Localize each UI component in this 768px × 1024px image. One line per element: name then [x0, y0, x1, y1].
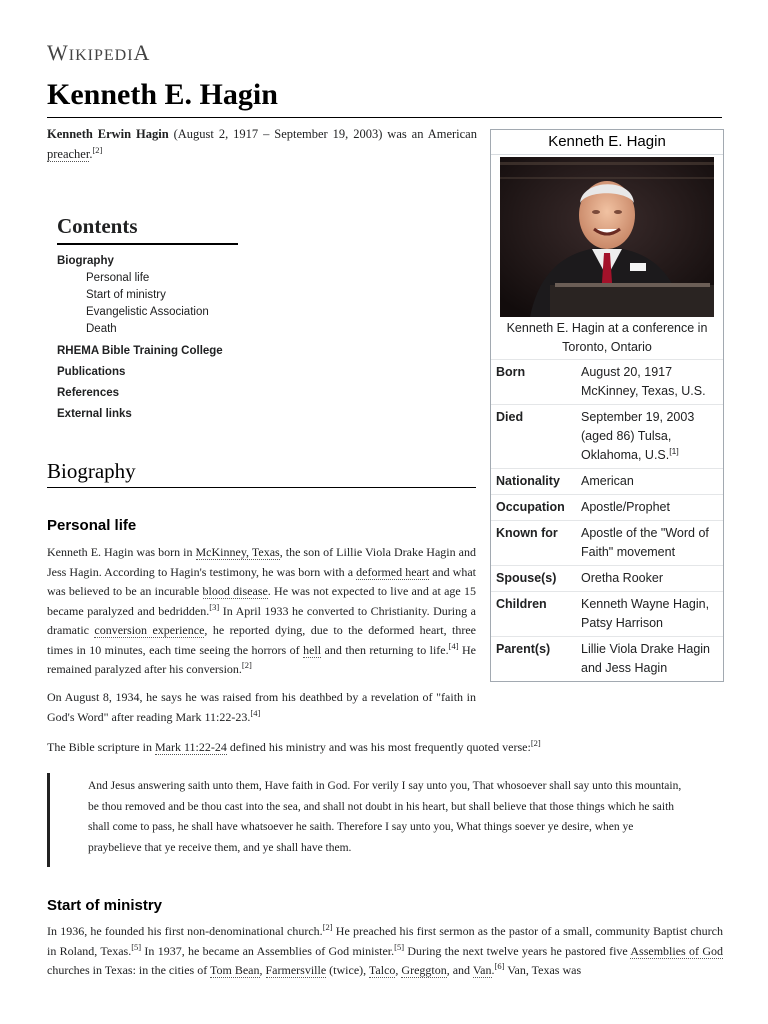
infobox-row-occupation	[491, 495, 723, 521]
infobox-row-spouse	[491, 566, 723, 592]
subsection-heading-personal-life: Personal life	[47, 517, 137, 534]
infobox-label: Spouse(s)	[496, 571, 557, 585]
infobox-value	[581, 408, 718, 465]
link-deformed-heart[interactable]: deformed heart	[356, 564, 430, 579]
body-text: On August 8, 1934, he says he was raised from his deathbed by a revelation of "faith in God's Word" after reading Mark 11:22-23.	[47, 690, 476, 724]
infobox-value: Apostle of the "Word of Faith" movement	[581, 526, 709, 559]
infobox	[490, 129, 724, 682]
infobox-label: Children	[496, 597, 547, 611]
paragraph-personal-life-2	[47, 688, 476, 727]
toc-item-personal-life[interactable]: Personal life	[86, 272, 150, 284]
infobox-row-children	[491, 592, 723, 637]
ref-link[interactable]: [2]	[322, 922, 333, 932]
body-text: Van, Texas was	[504, 963, 582, 977]
toc-list	[57, 253, 257, 423]
toc-item-evangelistic-association[interactable]: Evangelistic Association	[86, 306, 209, 318]
ref-link[interactable]: [5]	[394, 941, 405, 952]
paragraph-personal-life-3	[47, 738, 647, 758]
body-text: The Bible scripture in	[47, 740, 155, 754]
wordmark-middle: IKIPEDI	[68, 47, 134, 64]
link-farmersville[interactable]: Farmersville	[265, 963, 327, 977]
infobox-label: Nationality	[496, 474, 560, 488]
body-text: , he reported dying, due to the deformed heart, three times in 10 minutes, each time seeing the horrors of	[47, 623, 476, 657]
link-mark-11-22-24[interactable]: Mark 11:22-24	[154, 740, 227, 754]
body-text: In 1936, he founded his first non-denominational church.	[47, 924, 323, 938]
body-text: He remained paralyzed after his conversion.	[47, 642, 477, 676]
scripture-blockquote	[47, 773, 690, 867]
infobox-value-text: September 19, 2003 (aged 86) Tulsa, Oklahoma, U.S.	[581, 410, 695, 462]
infobox-value: Oretha Rooker	[581, 571, 663, 585]
body-text: In April 1933 he converted to Christianity. During a dramatic	[47, 603, 476, 637]
wikipedia-wordmark[interactable]	[47, 40, 150, 66]
lead-text: .	[89, 147, 93, 161]
infobox-label: Born	[496, 365, 526, 379]
body-text: During the next twelve years he pastored five	[404, 943, 631, 958]
wordmark-initial: W	[47, 40, 69, 65]
infobox-value: Lillie Viola Drake Hagin and Jess Hagin	[581, 642, 711, 675]
body-text: churches in Texas: in the cities of	[47, 963, 211, 977]
ref-link[interactable]: [2]	[92, 144, 103, 155]
subsection-heading-start-of-ministry: Start of ministry	[47, 897, 163, 914]
toc-item-external-links[interactable]: External links	[57, 408, 132, 420]
link-talco[interactable]: Talco	[368, 963, 396, 977]
infobox-value: American	[581, 474, 634, 488]
infobox-row-known-for	[491, 521, 723, 566]
body-text: , and	[446, 963, 473, 977]
body-text: defined his ministry and was his most frequently quoted verse:	[226, 740, 531, 754]
link-mckinney-texas[interactable]: McKinney, Texas	[195, 545, 280, 559]
ref-link[interactable]: [4]	[250, 707, 261, 718]
infobox-row-died	[491, 405, 723, 469]
body-text: He preached his first sermon as the pastor of a small, community Baptist church in Roland, Texas.	[47, 924, 723, 958]
ref-link[interactable]: [4]	[448, 640, 459, 651]
infobox-label: Known for	[496, 526, 558, 540]
body-text: .	[491, 963, 495, 977]
blockquote-text: And Jesus answering saith unto them, Have faith in God. For verily I say unto you, That whosoever shall say unto this mountain, be thou removed and be thou cast into the sea, and shall not doubt in his heart, but shall believe that those things which he saith shall come to pass, he shall have whatsoever he saith. Therefore I say unto you, What things soever ye desire, when ye praybelieve that ye receive them, and ye shall have them.	[88, 780, 682, 854]
ref-link[interactable]: [2]	[241, 660, 252, 670]
ref-link[interactable]: [1]	[669, 445, 679, 456]
infobox-row-parents	[491, 637, 723, 681]
link-van[interactable]: Van	[472, 963, 492, 977]
infobox-row-nationality	[491, 469, 723, 495]
portrait-photo[interactable]	[500, 157, 714, 317]
body-text: . He was not expected to live and at age 15 became paralyzed and bedridden.	[47, 584, 476, 618]
ref-link[interactable]: [3]	[209, 601, 220, 612]
infobox-label: Parent(s)	[496, 642, 551, 656]
body-text: Kenneth E. Hagin was born in	[47, 545, 196, 559]
table-of-contents	[57, 214, 257, 423]
toc-item-publications[interactable]: Publications	[57, 366, 126, 378]
body-text: In 1937, he became an Assemblies of God minister.	[141, 943, 395, 958]
ref-link[interactable]: [6]	[494, 961, 505, 971]
infobox-value: Apostle/Prophet	[581, 500, 670, 514]
body-text: and then returning to life.	[321, 642, 449, 657]
toc-heading: Contents	[57, 214, 238, 245]
body-text: , the son of Lillie Viola Drake Hagin and Jess Hagin. According to Hagin's testimony, he was born with a	[47, 545, 476, 579]
body-text: and what was believed to be an incurable	[47, 564, 477, 598]
link-preacher[interactable]: preacher	[47, 147, 90, 161]
link-conversion-experience[interactable]: conversion experience	[94, 623, 205, 637]
section-heading-biography: Biography	[47, 459, 476, 488]
link-blood-disease[interactable]: blood disease	[202, 584, 268, 598]
wordmark-final: A	[133, 40, 151, 65]
portrait-image	[500, 157, 714, 317]
link-tom-bean[interactable]: Tom Bean	[210, 963, 260, 977]
infobox-value: August 20, 1917 McKinney, Texas, U.S.	[581, 365, 706, 398]
body-text: ,	[395, 963, 402, 977]
link-assemblies-of-god[interactable]: Assemblies of God	[630, 943, 723, 958]
infobox-row-born	[491, 360, 723, 405]
ref-link[interactable]: [2]	[530, 738, 541, 748]
paragraph-personal-life-1	[47, 543, 476, 680]
paragraph-start-of-ministry-1	[47, 922, 723, 981]
infobox-label: Occupation	[496, 500, 565, 514]
toc-item-start-of-ministry[interactable]: Start of ministry	[86, 289, 166, 301]
title-divider	[47, 117, 722, 118]
lead-paragraph	[47, 124, 477, 164]
photo-caption: Kenneth E. Hagin at a conference in Toronto, Ontario	[491, 317, 723, 360]
body-text: ,	[259, 963, 266, 977]
link-greggton[interactable]: Greggton	[401, 963, 447, 977]
toc-item-biography[interactable]: Biography	[57, 255, 114, 267]
infobox-value: Kenneth Wayne Hagin, Patsy Harrison	[581, 597, 710, 630]
toc-item-references[interactable]: References	[57, 387, 120, 399]
toc-item-rhema[interactable]: RHEMA Bible Training College	[57, 345, 223, 357]
page-title: Kenneth E. Hagin	[47, 78, 278, 111]
link-hell[interactable]: hell	[303, 642, 322, 657]
infobox-label: Died	[496, 410, 524, 424]
lead-text: (August 2, 1917 – September 19, 2003) was an American	[168, 127, 477, 141]
ref-link[interactable]: [5]	[131, 941, 142, 952]
lead-bold-name: Kenneth Erwin Hagin	[47, 127, 169, 141]
body-text: (twice),	[326, 963, 369, 977]
infobox-title: Kenneth E. Hagin	[491, 130, 723, 155]
toc-item-death[interactable]: Death	[86, 323, 117, 335]
